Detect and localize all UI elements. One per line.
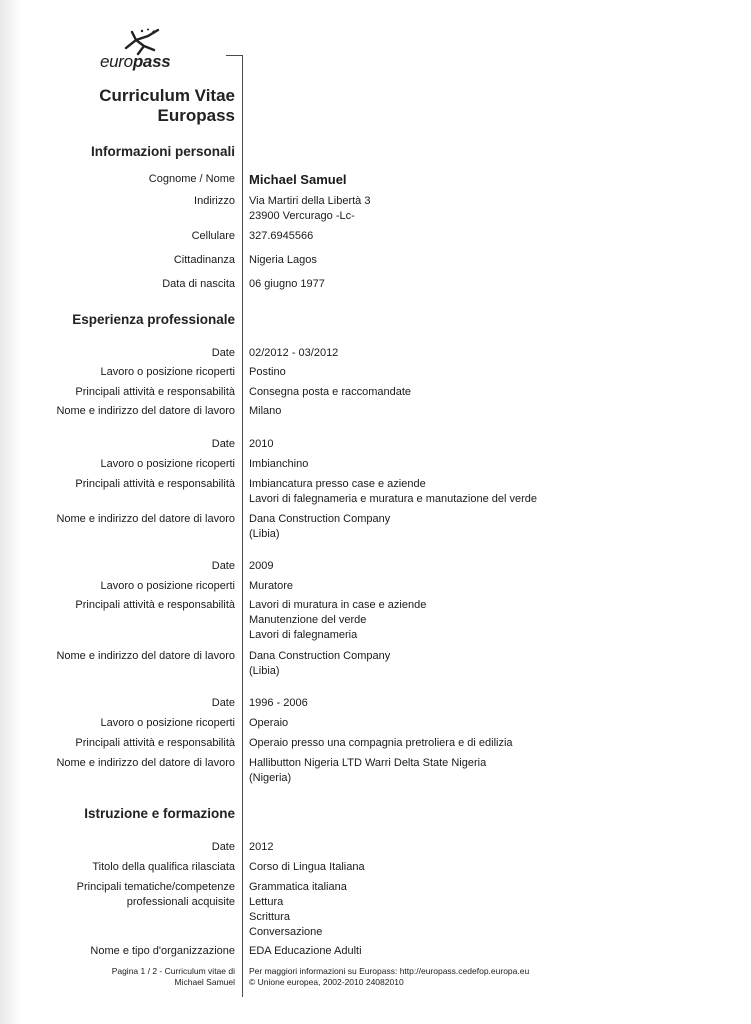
section-experience: Esperienza professionale (72, 312, 235, 327)
column-tick (226, 55, 242, 56)
europass-logo (100, 28, 180, 76)
cv-title: Curriculum Vitae Europass (99, 86, 235, 125)
cv-page: europass Curriculum Vitae Europass Informazioni personali Cognome / Nome Michael Samuel Indirizzo Via Martiri della Libertà 3 23900 Vercurago -Lc- Cellulare 327.6945566 Cittadinanza Nigeria Lagos Data di nascita 06 giugno 1977 Esperienza professionale Date 02/2012 - 03/2012 Lavoro o posizione ricoperti Postino Principali attività e responsabilità Consegna posta e raccomandate Nome e indirizzo del datore di lavoro Milano Date 2010 Lavoro o posizione ricoperti Imbianchino Principali attività e responsabilità Imbiancatura presso case e aziende Lavori di falegnameria e muratura e manutazione del verde Nome e indirizzo del datore di lavoro Dana Construction Company (Libia) Date 2009 Lavoro o posizione ricoperti Muratore Principali attività e responsabilità Lavori di muratura in case e aziende Manutenzione del verde Lavori di falegnameria Nome e indirizzo del datore di lavoro Dana Construction Company (Libia) Date 1996 - 2006 Lavoro o posizione ricoperti Operaio Principali attività e responsabilità Operaio presso una compagnia pretroliera e di edilizia Nome e indirizzo del datore di lavoro Hallibutton Nigeria LTD Warri Delta State Nigeria (Nigeria) Istruzione e formazione Date 2012 Titolo della qualifica rilasciata Corso di Lingua Italiana Principali tematiche/competenze professionali acquisite Grammatica italiana Lettura Scrittura Conversazione Nome e tipo d'organizzazione EDA Educazione Adulti Pagina 1 / 2 - Curriculum vitae di Michael Samuel Per maggiori informazioni su Europass: http://europass.cedefop.europa.eu © Unione europea, 2002-2010 24082010 (0, 0, 751, 1024)
scan-shadow (0, 0, 22, 1024)
column-divider (242, 55, 243, 997)
section-personal: Informazioni personali (90, 144, 235, 159)
europass-wordmark: europass (100, 52, 171, 71)
section-education: Istruzione e formazione (84, 806, 235, 821)
